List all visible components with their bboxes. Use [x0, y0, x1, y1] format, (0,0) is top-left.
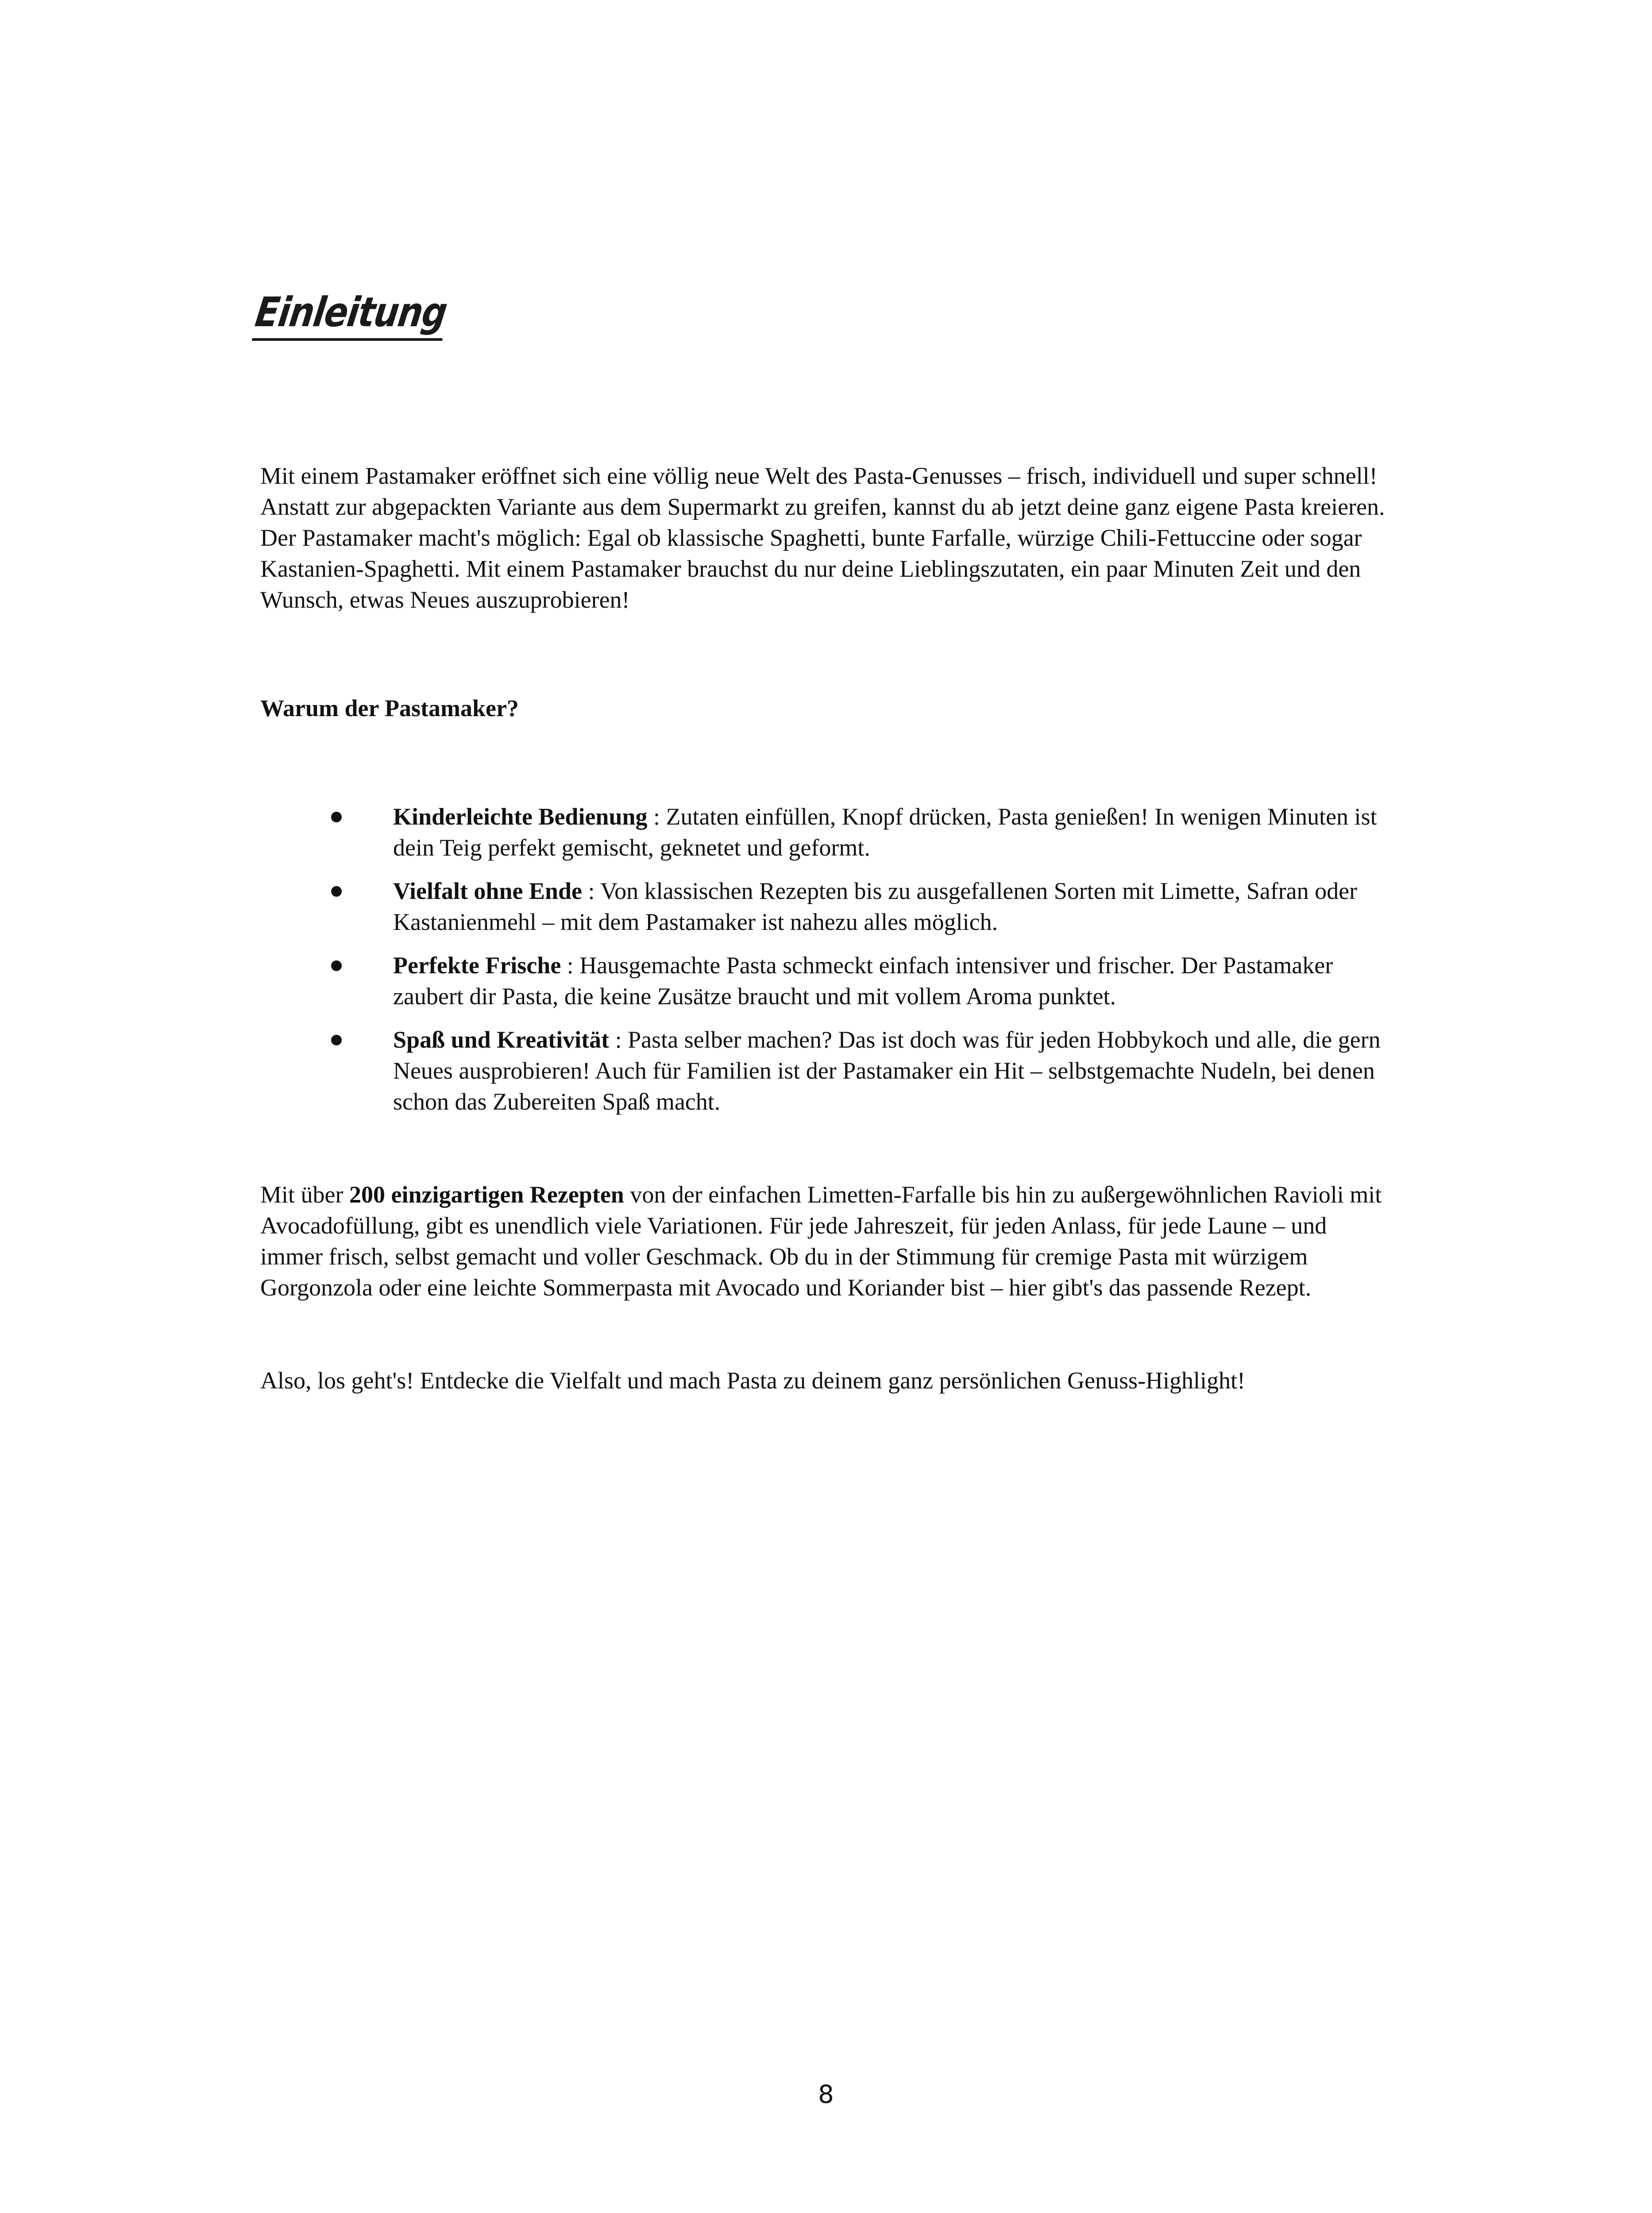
feature-title: Perfekte Frische — [393, 952, 561, 979]
feature-title: Spaß und Kreativität — [393, 1026, 610, 1053]
bullet-icon — [331, 1035, 342, 1045]
feature-list — [260, 801, 1393, 1117]
list-item — [260, 875, 1393, 937]
recipes-count-highlight: 200 einzigartigen Rezepten — [349, 1181, 624, 1208]
bullet-icon — [331, 812, 342, 822]
list-item — [260, 950, 1393, 1012]
bullet-icon — [331, 886, 342, 897]
bullet-icon — [331, 960, 342, 971]
list-item — [260, 1024, 1393, 1117]
page-number: 8 — [818, 2080, 834, 2109]
body-content — [260, 460, 1393, 1396]
list-item — [260, 801, 1393, 863]
recipes-text-after: von der einfachen Limetten-Farfalle bis hin zu außergewöhnlichen Ravioli mit Avocadofüllung, gibt es unendlich viele Variationen. Für jede Jahreszeit, für jeden Anlass, für jede Laune – und immer frisch, selbst gemacht und voller Geschmack. Ob du in der Stimmung für cremige Pasta mit würzigem Gorgonzola oder eine leichte Sommerpasta mit Avocado und Koriander bist – hier gibt's das passende Rezept. — [260, 1181, 1382, 1301]
feature-text: : Pasta selber machen? Das ist doch was für jeden Hobbykoch und alle, die gern Neues ausprobieren! Auch für Familien ist der Pastamaker ein Hit – selbstgemachte Nudeln, bei denen schon das Zubereiten Spaß macht. — [393, 1026, 1381, 1115]
page-title: Einleitung — [252, 290, 449, 341]
closing-paragraph: Also, los geht's! Entdecke die Vielfalt und mach Pasta zu deinem ganz persönlichen Genuss-Highlight! — [260, 1367, 1245, 1394]
feature-title: Kinderleichte Bedienung — [393, 803, 648, 830]
feature-text: : Von klassischen Rezepten bis zu ausgefallenen Sorten mit Limette, Safran oder Kastanienmehl – mit dem Pastamaker ist nahezu alles möglich. — [393, 878, 1358, 935]
feature-text: : Zutaten einfüllen, Knopf drücken, Pasta genießen! In wenigen Minuten ist dein Teig perfekt gemischt, geknetet und geformt. — [393, 803, 1377, 861]
feature-text: : Hausgemachte Pasta schmeckt einfach intensiver und frischer. Der Pastamaker zaubert dir Pasta, die keine Zusätze braucht und mit vollem Aroma punktet. — [393, 952, 1333, 1010]
recipes-text-before: Mit über — [260, 1181, 349, 1208]
section-subheading: Warum der Pastamaker? — [260, 695, 519, 721]
intro-paragraph: Mit einem Pastamaker eröffnet sich eine völlig neue Welt des Pasta-Genusses – frisch, individuell und super schnell! Anstatt zur abgepackten Variante aus dem Supermarkt zu greifen, kannst du ab jetzt deine ganz eigene Pasta kreieren. Der Pastamaker macht's möglich: Egal ob klassische Spaghetti, bunte Farfalle, würzige Chili-Fettuccine oder sogar Kastanien-Spaghetti. Mit einem Pastamaker brauchst du nur deine Lieblingszutaten, ein paar Minuten Zeit und den Wunsch, etwas Neues auszuprobieren! — [260, 463, 1385, 613]
feature-title: Vielfalt ohne Ende — [393, 878, 583, 904]
recipes-paragraph — [260, 1179, 1393, 1303]
